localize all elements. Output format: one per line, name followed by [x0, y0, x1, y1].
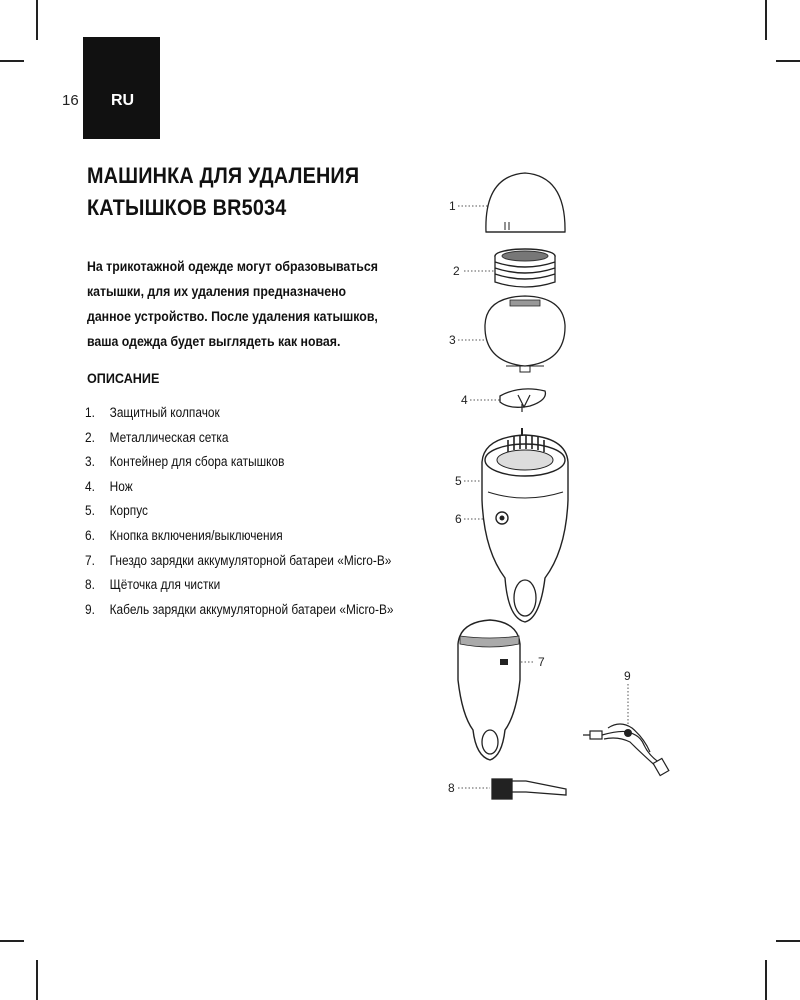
micro-b-cable-icon — [583, 724, 669, 776]
callout-6: 6 — [455, 512, 462, 526]
crop-mark-bottom-right — [765, 960, 767, 1000]
crop-mark-top-right-h — [776, 60, 800, 62]
callout-5: 5 — [455, 474, 462, 488]
crop-mark-bottom-left — [36, 960, 38, 1000]
blade-icon — [500, 389, 545, 412]
list-item: 9. Кабель зарядки аккумуляторной батареи «Micro-B» — [85, 601, 394, 617]
protective-cap-icon — [486, 173, 565, 232]
language-tab — [83, 37, 160, 139]
callout-7: 7 — [538, 655, 545, 669]
callout-4: 4 — [461, 393, 468, 407]
cleaning-brush-icon — [492, 779, 566, 799]
list-item: 2. Металлическая сетка — [85, 429, 229, 445]
list-item: 6. Кнопка включения/выключения — [85, 527, 283, 543]
intro-paragraph: На трикотажной одежде могут образовываться катышки, для их удаления предназначено данное устройство. После удаления катышков, ваша одежда будет выглядеть как новая. — [87, 258, 378, 349]
crop-mark-bottom-right-h — [776, 940, 800, 942]
exploded-parts-diagram — [440, 160, 680, 810]
crop-mark-top-left-h — [0, 60, 24, 62]
description-heading: ОПИСАНИЕ — [87, 370, 160, 386]
list-item: 3. Контейнер для сбора катышков — [85, 454, 285, 470]
list-item: 7. Гнездо зарядки аккумуляторной батареи «Micro-B» — [85, 552, 392, 568]
list-item: 5. Корпус — [85, 503, 148, 519]
crop-mark-top-right — [765, 0, 767, 40]
callout-1: 1 — [449, 199, 456, 213]
metal-mesh-icon — [495, 249, 555, 287]
crop-mark-bottom-left-h — [0, 940, 24, 942]
crop-mark-top-left — [36, 0, 38, 40]
charging-port-handle-icon — [458, 620, 520, 760]
page-number: 16 — [62, 92, 79, 109]
body-icon — [482, 428, 568, 622]
title-line-2: КАТЫШКОВ BR5034 — [87, 195, 287, 220]
callout-2: 2 — [453, 264, 460, 278]
title-line-1: МАШИНКА ДЛЯ УДАЛЕНИЯ — [87, 163, 360, 188]
list-item: 8. Щёточка для чистки — [85, 577, 221, 593]
parts-list — [85, 401, 402, 622]
lint-container-icon — [485, 296, 565, 372]
callout-8: 8 — [448, 781, 455, 795]
callout-9: 9 — [624, 669, 631, 683]
list-item: 1. Защитный колпачок — [85, 405, 220, 420]
callout-3: 3 — [449, 333, 456, 347]
page-title — [87, 160, 384, 224]
list-item: 4. Нож — [85, 478, 133, 494]
language-label: RU — [111, 92, 135, 109]
